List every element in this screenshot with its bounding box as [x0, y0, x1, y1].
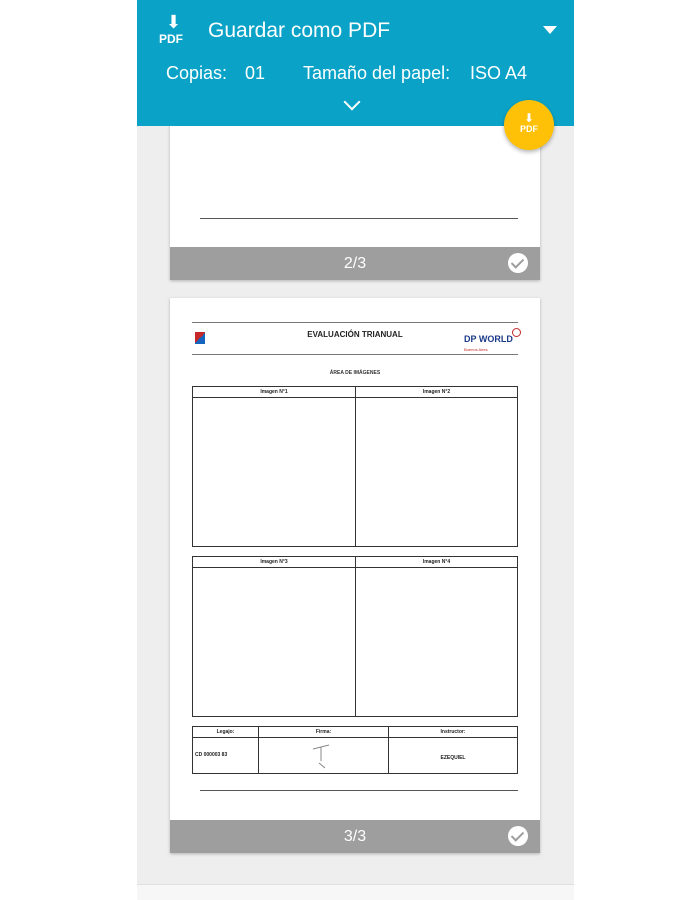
- image-cell: Imagen N°3: [193, 557, 356, 716]
- print-preview-screen: [137, 0, 574, 900]
- page-number: 3/3: [343, 828, 367, 845]
- signature-table: [192, 726, 518, 774]
- footer-line: [200, 218, 518, 219]
- save-pdf-button[interactable]: ⬇ PDF: [504, 100, 554, 150]
- header-line: [192, 354, 518, 355]
- download-icon: ⬇: [523, 111, 535, 125]
- bottom-area: [137, 884, 574, 900]
- image-grid-top: [192, 386, 518, 547]
- print-settings-header: [137, 0, 574, 126]
- page-indicator-bar: [170, 820, 540, 853]
- legajo-column: Legajo: CD 000003 83: [193, 727, 259, 773]
- checkmark-icon[interactable]: [508, 826, 528, 846]
- page-indicator-bar: [170, 247, 540, 280]
- image-cell: Imagen N°1: [193, 387, 356, 546]
- signature-mark: [307, 741, 347, 771]
- image-cell: Imagen N°4: [356, 557, 517, 716]
- dp-world-mark: [512, 328, 521, 337]
- area-title: ÁREA DE IMÁGENES: [329, 370, 381, 376]
- page-preview-3[interactable]: [170, 298, 540, 853]
- document-title: EVALUACIÓN TRIANUAL: [307, 330, 403, 339]
- image-cell: Imagen N°2: [356, 387, 517, 546]
- footer-line: [200, 790, 518, 791]
- instructor-column: Instructor: EZEQUIEL: [389, 727, 517, 773]
- paper-size-value[interactable]: ISO A4: [470, 63, 528, 83]
- dp-world-logo: DP WORLD: [464, 334, 513, 344]
- paper-size-label: Tamaño del papel:: [303, 63, 451, 83]
- chevron-down-icon[interactable]: [543, 26, 557, 34]
- expand-options-icon[interactable]: [344, 94, 361, 111]
- printer-select[interactable]: Guardar como PDF: [208, 19, 391, 42]
- pdf-download-icon: ⬇ PDF: [159, 12, 183, 46]
- page-preview-2[interactable]: [170, 100, 540, 280]
- dp-world-subtitle: Buenos Aires: [464, 347, 488, 352]
- checkmark-icon[interactable]: [508, 253, 528, 273]
- page-number: 2/3: [343, 255, 367, 272]
- copies-label: Copias:: [166, 63, 228, 83]
- firma-column: Firma:: [259, 727, 389, 773]
- header-line: [192, 322, 518, 323]
- image-grid-bottom: [192, 556, 518, 717]
- copies-value[interactable]: 01: [245, 63, 266, 83]
